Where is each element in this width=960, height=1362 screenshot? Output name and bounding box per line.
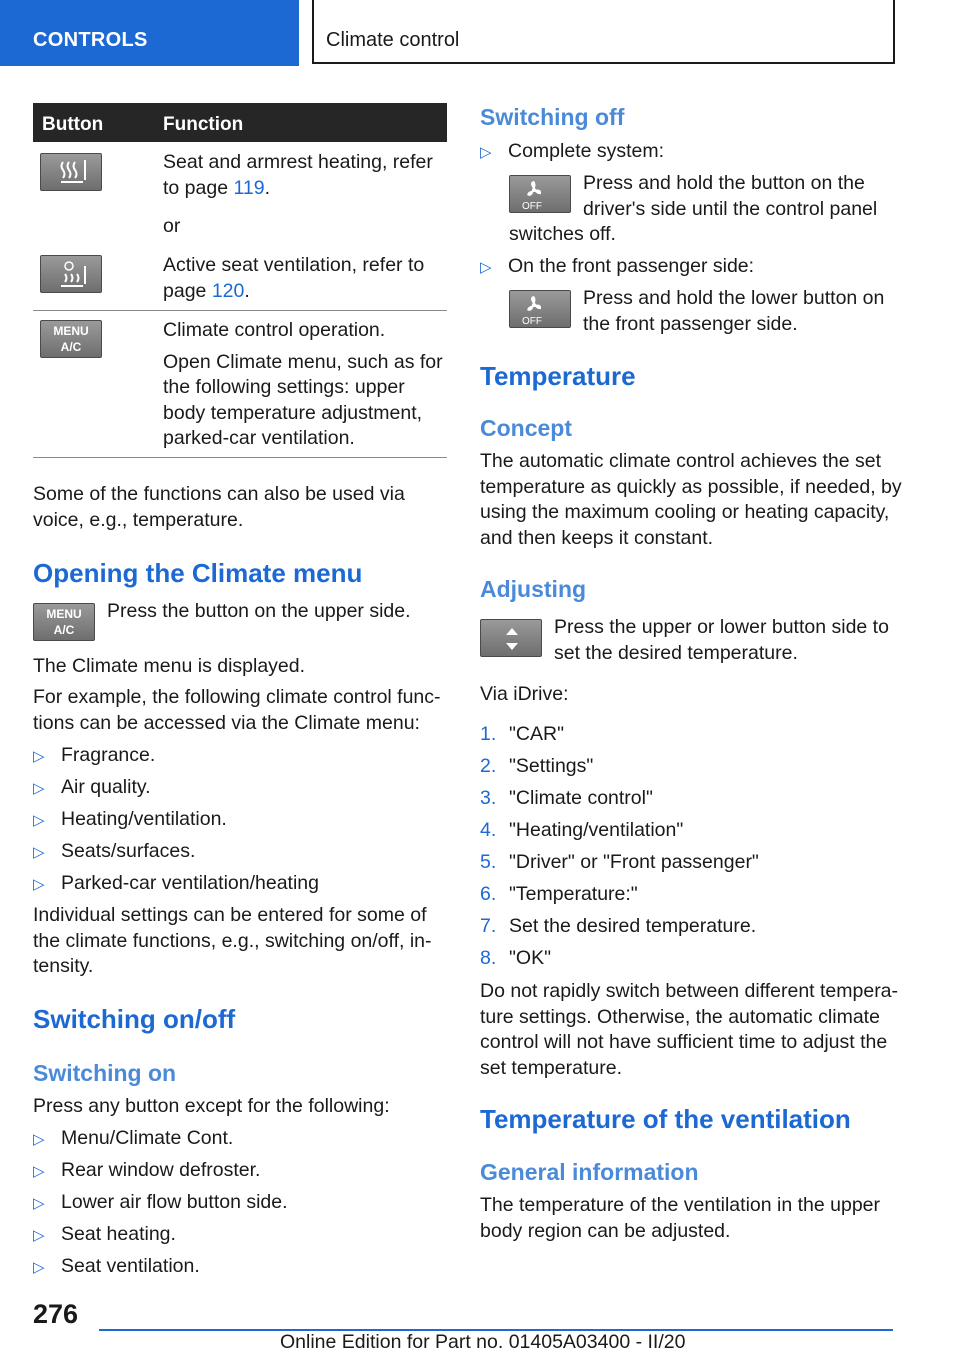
complete-system-text: Press and hold the button on the driver's side until the control panel — [583, 172, 878, 220]
list-item: 7. Set the desired temperature. — [480, 915, 757, 937]
example-text: For example, the following climate control func- tions can be accessed via the Climate menu: — [33, 686, 441, 734]
list-item: 6. "Temperature:" — [480, 883, 638, 905]
edition-text: Online Edition for Part no. 01405A03400 - II/20 — [280, 1331, 686, 1353]
passenger-side-text: Press and hold the lower button on the front passenger side. — [583, 287, 885, 335]
svg-text:OFF: OFF — [522, 201, 542, 212]
section-tab — [0, 0, 299, 66]
intro-text: Some of the functions can also be used via voice, e.g., temperature. — [33, 483, 405, 531]
menu-ac-icon: MENU A/C — [40, 320, 102, 358]
row-climate-text: Climate control operation. Open Climate menu, such as for the following settings: upper body temperature adjustment, parked-car ventilation. — [163, 319, 443, 449]
via-idrive-text: Via iDrive: — [480, 683, 569, 705]
row-seat-ventilation-text: Active seat ventilation, refer to page 120. — [163, 254, 425, 302]
seat-heating-icon — [40, 153, 102, 191]
page-number: 276 — [33, 1299, 79, 1329]
fan-off-icon — [509, 175, 571, 213]
menu-displayed-text: The Climate menu is displayed. — [33, 655, 306, 677]
list-item: 5. "Driver" or "Front passenger" — [480, 851, 759, 873]
table-bottom-divider — [33, 457, 447, 458]
list-item: 1. "CAR" — [480, 723, 565, 745]
column-header-function: Function — [163, 114, 244, 135]
heading-temperature-ventilation: Temperature of the ventilation — [480, 1104, 851, 1134]
table-header — [33, 103, 447, 142]
temperature-up-down-icon — [480, 619, 542, 657]
heading-switching-on-off: Switching on/off — [33, 1004, 236, 1034]
fan-off-icon — [509, 290, 571, 328]
page-link-119[interactable]: 119 — [233, 176, 265, 199]
column-header-button: Button — [42, 114, 104, 135]
adjusting-text: Press the upper or lower button side to set the desired temperature. — [554, 616, 889, 664]
list-item: 8. "OK" — [480, 947, 552, 969]
heading-general-information: General information — [480, 1159, 699, 1185]
svg-text:OFF: OFF — [522, 316, 542, 327]
list-item: 3. "Climate control" — [480, 787, 653, 809]
chapter-tab — [312, 0, 895, 64]
section-title: CONTROLS — [33, 29, 148, 51]
list-item: 2. "Settings" — [480, 755, 594, 777]
general-information-text: The temperature of the ventilation in the upper body region can be adjusted. — [480, 1194, 880, 1242]
press-upper-text: Press the button on the upper side. — [107, 600, 411, 622]
seat-ventilation-icon — [40, 255, 102, 293]
switching-on-text: Press any button except for the following: — [33, 1095, 390, 1117]
heading-temperature: Temperature — [480, 361, 636, 391]
list-item: 4. "Heating/ventilation" — [480, 819, 684, 841]
menu-ac-icon: MENU A/C — [33, 603, 95, 641]
heading-concept: Concept — [480, 415, 572, 441]
or-text: or — [163, 215, 181, 237]
complete-system-cont: switches off. — [509, 223, 616, 245]
row-seat-heating-text: Seat and armrest heating, refer to page 119. — [163, 151, 433, 199]
heading-switching-on: Switching on — [33, 1060, 177, 1086]
chapter-title: Climate control — [326, 29, 460, 51]
page-link-120[interactable]: 120 — [211, 279, 245, 302]
individual-settings-text: Individual settings can be entered for some of the climate functions, e.g., switching on/off, in- tensity. — [33, 904, 432, 977]
warning-text: Do not rapidly switch between different tempera- ture settings. Otherwise, the automatic climate control will not have sufficient time to adjust the set temperature. — [480, 980, 899, 1079]
heading-opening-climate-menu: Opening the Climate menu — [33, 558, 363, 588]
heading-adjusting: Adjusting — [480, 576, 587, 602]
heading-switching-off: Switching off — [480, 104, 625, 130]
table-divider — [33, 310, 447, 311]
concept-text: The automatic climate control achieves the set temperature as quickly as possible, if needed, by using the maximum cooling or heating capacity, and then keeps it constant. — [480, 450, 902, 549]
